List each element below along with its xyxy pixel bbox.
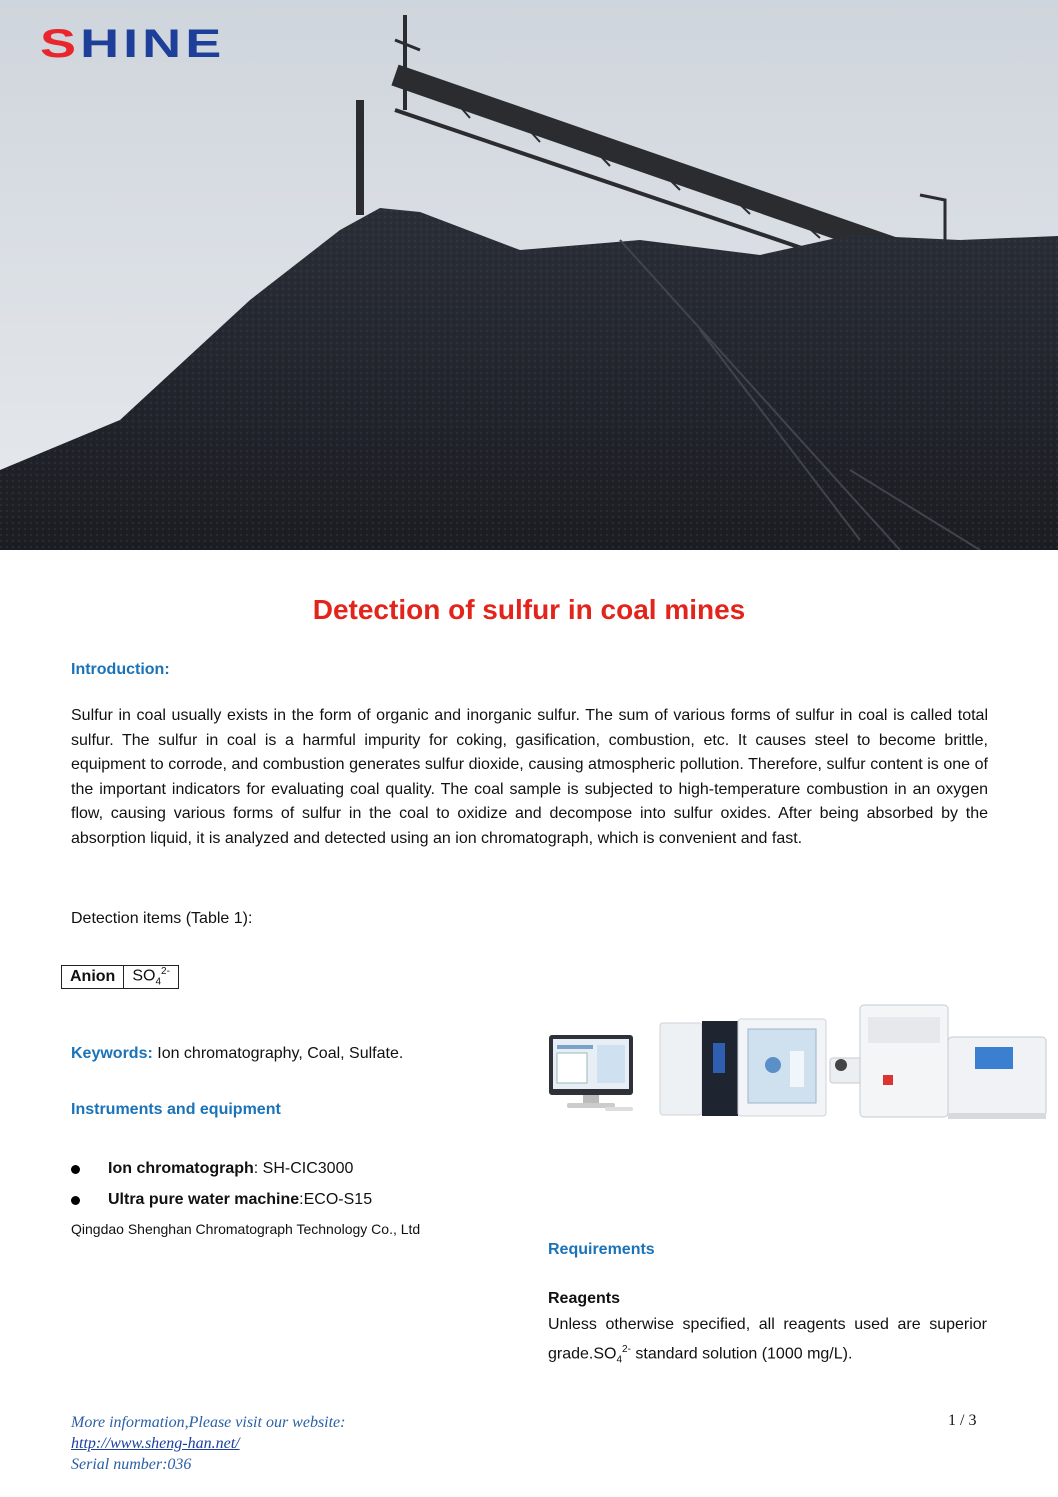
company-name: Qingdao Shenghan Chromatograph Technology Co., Ltd	[71, 1221, 421, 1237]
bullet-icon	[71, 1196, 80, 1205]
equipment-photo	[545, 1003, 1050, 1125]
page-title: Detection of sulfur in coal mines	[312, 594, 746, 625]
instruments-list	[71, 1157, 372, 1219]
keywords-label: Keywords:	[71, 1045, 153, 1062]
reagents-text: Unless otherwise specified, all reagents used are superior $grade.SO_4^{2-}$ standard solution (1000 mg/L).	[548, 1316, 987, 1366]
list-item: Ion chromatograph: SH-CIC3000	[71, 1157, 372, 1188]
website-link[interactable]: http://www.sheng-han.net/	[71, 1435, 240, 1452]
page-number: 1 / 3	[948, 1412, 977, 1429]
footer-more-info: More information,Please visit our website:	[71, 1414, 346, 1431]
brand-logo: SHINE	[40, 22, 226, 66]
serial-number: Serial number:036	[71, 1456, 192, 1473]
table-header-anion: Anion	[62, 966, 124, 989]
list-item: Ultra pure water machine:ECO-S15	[71, 1188, 372, 1219]
keywords-line	[71, 1045, 403, 1063]
introduction-body: Sulfur in coal usually exists in the form of organic and inorganic sulfur. The sum of various forms of sulfur in coal is called total sulfur. The sulfur in coal is a harmful impurity for coking, gasification, combustion, etc. It causes steel to become brittle, equipment to corrode, and combustion generates sulfur dioxide, causing atmospheric pollution. Therefore, sulfur content is one of the important indicators for evaluating coal quality. The coal sample is subjected to high-temperature combustion in an oxygen flow, causing various forms of sulfur in the coal to oxidize and decompose into sulfur oxides. After being absorbed by the absorption liquid, it is analyzed and detected using an ion chromatograph, which is convenient and fast.	[71, 707, 988, 847]
instruments-heading: Instruments and equipment	[71, 1101, 281, 1118]
hero-photo	[0, 0, 1058, 550]
introduction-heading: Introduction:	[71, 661, 170, 678]
reagents-heading: Reagents	[548, 1290, 621, 1307]
detection-items-table	[61, 965, 179, 989]
equipment-illustration	[545, 1003, 1050, 1125]
detection-items-caption: Detection items (Table 1):	[71, 910, 253, 927]
footer	[71, 1412, 345, 1475]
bullet-icon	[71, 1165, 80, 1174]
coal-pile-illustration	[0, 0, 1058, 550]
table-cell-sulfate: $SO_4^{2-}$	[124, 966, 179, 989]
keywords-text: Ion chromatography, Coal, Sulfate.	[152, 1045, 404, 1062]
requirements-heading: Requirements	[548, 1241, 655, 1258]
